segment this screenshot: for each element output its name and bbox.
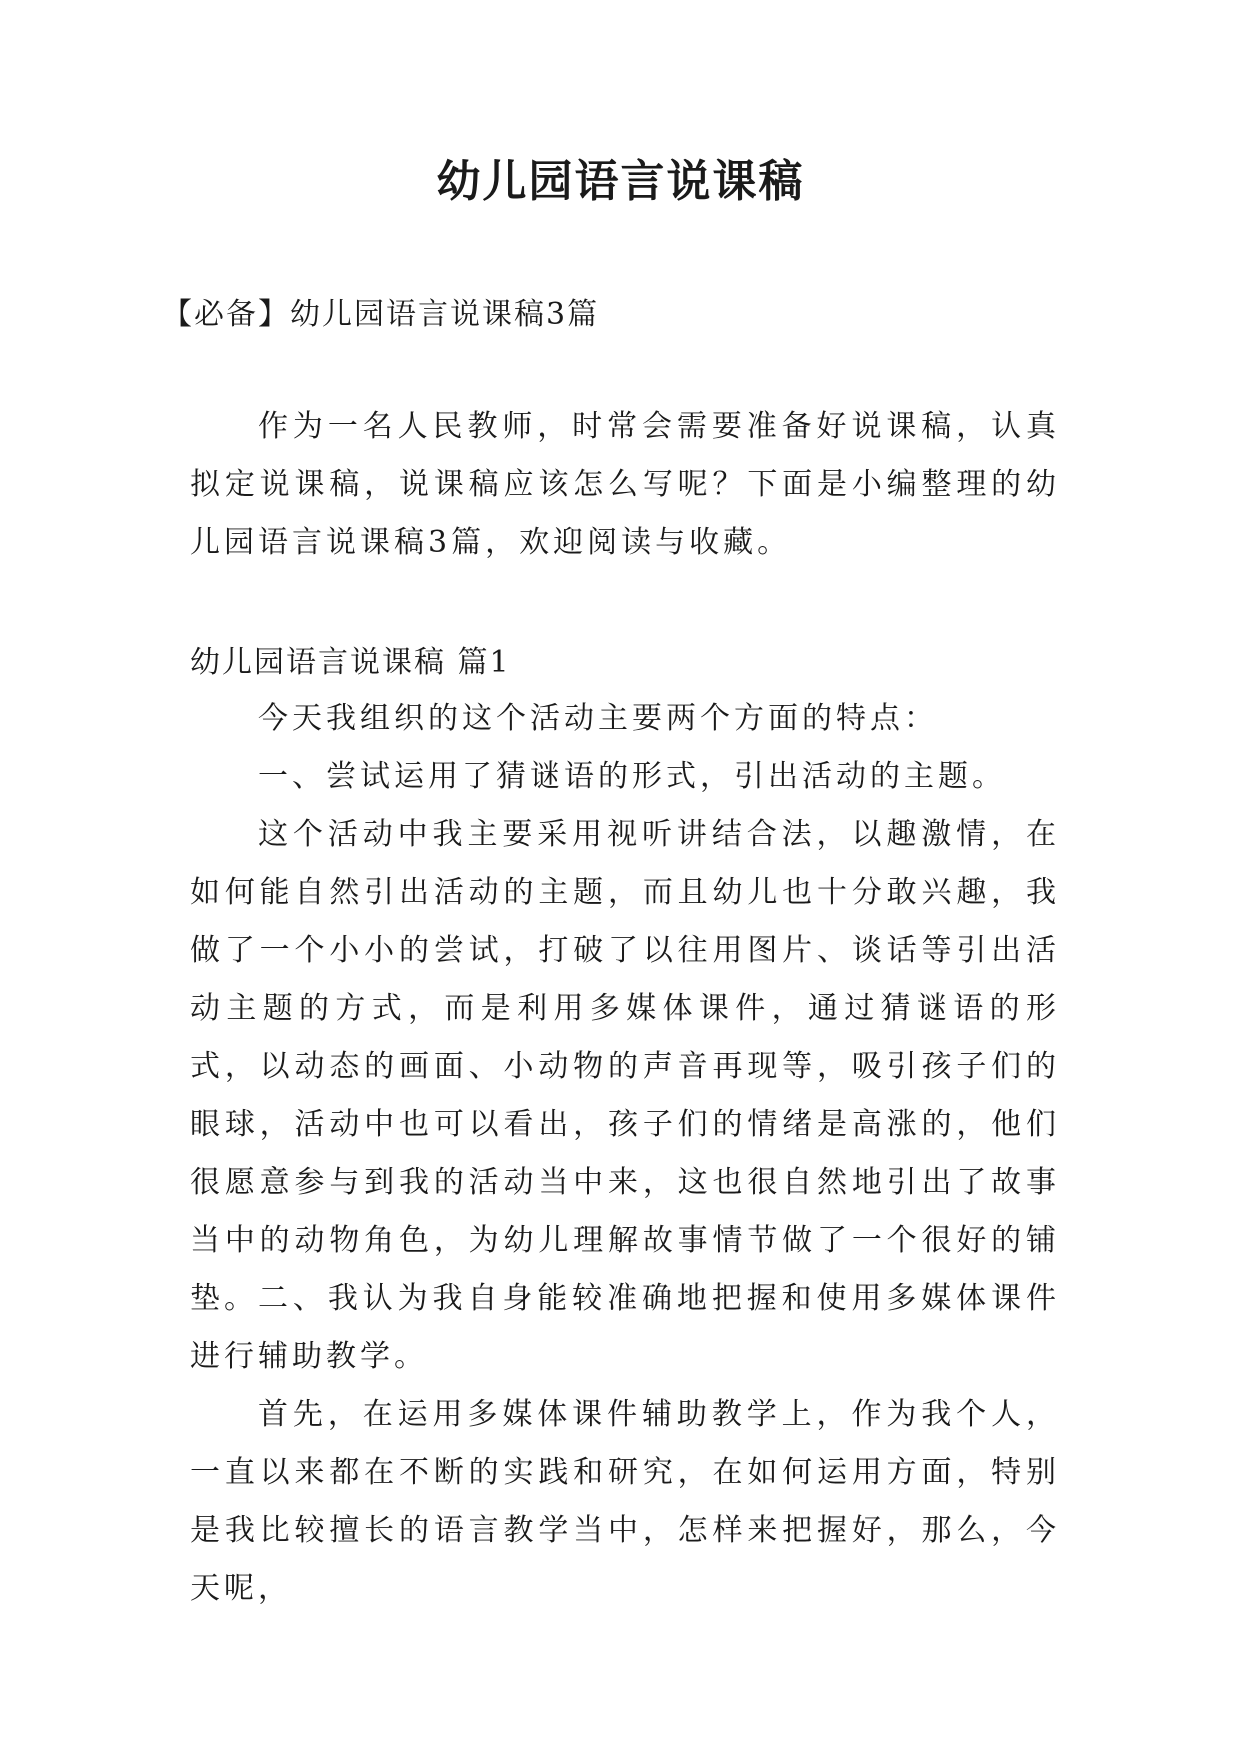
body-paragraph: 一、尝试运用了猜谜语的形式，引出活动的主题。 xyxy=(258,759,1006,794)
body-paragraph: 今天我组织的这个活动主要两个方面的特点： xyxy=(258,701,938,736)
body-paragraph: 这个活动中我主要采用视听讲结合法，以趣激情，在如何能自然引出活动的主题，而且幼儿也十分敢兴趣，我做了一个小小的尝试，打破了以往用图片、谈话等引出活动主题的方式，而是利用多媒体课件，通过猜谜语的形式，以动态的画面、小动物的声音再现等，吸引孩子们的眼球，活动中也可以看出，孩子们的情绪是高涨的，他们很愿意参与到我的活动当中来，这也很自然地引出了故事当中的动物角色，为幼儿理解故事情节做了一个很好的铺垫。 xyxy=(190,817,1060,1316)
body-paragraph: 首先，在运用多媒体课件辅助教学上，作为我个人，一直以来都在不断的实践和研究，在如何运用方面，特别是我比较擅长的语言教学当中，怎样来把握好，那么，今天呢， xyxy=(190,1397,1060,1606)
document-title: 幼儿园语言说课稿 xyxy=(436,156,805,207)
section-heading: 幼儿园语言说课稿 篇1 xyxy=(190,645,511,680)
document-subtitle: 【必备】幼儿园语言说课稿3篇 xyxy=(162,297,600,332)
intro-paragraph: 作为一名人民教师，时常会需要准备好说课稿，认真拟定说课稿，说课稿应该怎么写呢？下面是小编整理的幼儿园语言说课稿3篇，欢迎阅读与收藏。 xyxy=(190,409,1060,560)
body-paragraph: 二、我认为我自身能较准确地把握和使用多媒体课件进行辅助教学。 xyxy=(190,1281,1060,1374)
